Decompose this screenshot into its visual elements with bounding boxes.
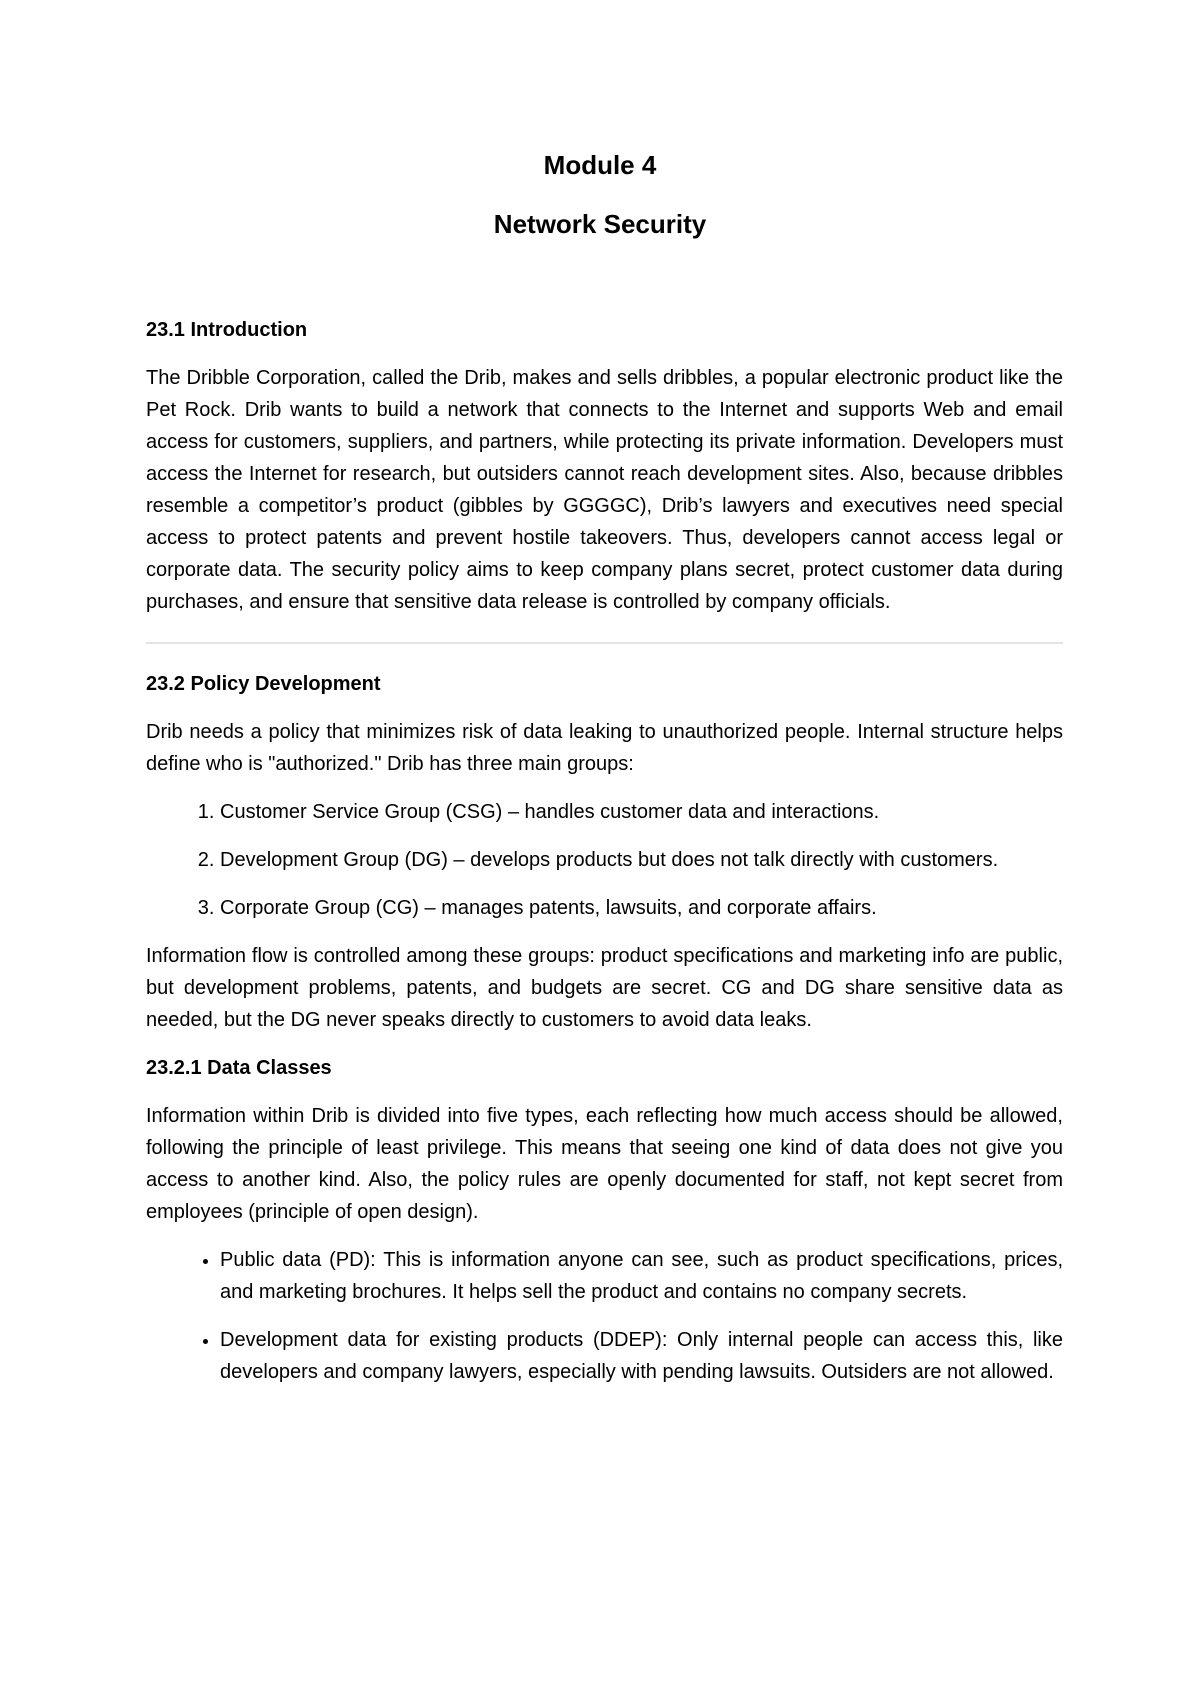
list-item: 2. Development Group (DG) – develops products but does not talk directly with customers. (220, 844, 1063, 876)
module-title: Module 4 (543, 150, 657, 180)
list-item: 1. Customer Service Group (CSG) – handles customer data and interactions. (220, 796, 1063, 828)
data-classes-list (146, 1244, 1063, 1388)
intro-paragraph: The Dribble Corporation, called the Drib, makes and sells dribbles, a popular electronic product like the Pet Rock. Drib wants to build a network that connects to the Internet and supports Web and email access for customers, suppliers, and partners, while protecting its private information. Developers must access the Internet for research, but outsiders cannot reach development sites. Also, because dribbles resemble a competitor’s product (gibbles by GGGGC), Drib’s lawyers and executives need special access to protect patents and prevent hostile takeovers. Thus, developers cannot access legal or corporate data. The security policy aims to keep company plans secret, protect customer data during purchases, and ensure that sensitive data release is controlled by company officials. (146, 367, 1063, 613)
section-divider (146, 642, 1063, 644)
policy-paragraph: Drib needs a policy that minimizes risk of data leaking to unauthorized people. Internal structure helps define who is "authorized." Drib has three main groups: (146, 721, 1063, 775)
page-title: Network Security (493, 209, 707, 239)
list-item: • Public data (PD): This is information anyone can see, such as product specifications, prices, and marketing brochures. It helps sell the product and contains no company secrets. (220, 1244, 1063, 1308)
document-body (146, 314, 1063, 1404)
section-heading-data-classes: 23.2.1 Data Classes (146, 1057, 332, 1079)
list-item: • Development data for existing products (DDEP): Only internal people can access this, like developers and company lawyers, especially with pending lawsuits. Outsiders are not allowed. (220, 1324, 1063, 1388)
information-flow-paragraph: Information flow is controlled among these groups: product specifications and marketing info are public, but development problems, patents, and budgets are secret. CG and DG share sensitive data as needed, but the DG never speaks directly to customers to avoid data leaks. (146, 945, 1063, 1031)
section-heading-introduction: 23.1 Introduction (146, 319, 308, 341)
list-item: 3. Corporate Group (CG) – manages patents, lawsuits, and corporate affairs. (220, 892, 1063, 924)
data-classes-paragraph: Information within Drib is divided into five types, each reflecting how much access should be allowed, following the principle of least privilege. This means that seeing one kind of data does not give you access to another kind. Also, the policy rules are openly documented for staff, not kept secret from employees (principle of open design). (146, 1105, 1063, 1223)
section-heading-policy-development: 23.2 Policy Development (146, 673, 381, 695)
groups-list (146, 796, 1063, 924)
